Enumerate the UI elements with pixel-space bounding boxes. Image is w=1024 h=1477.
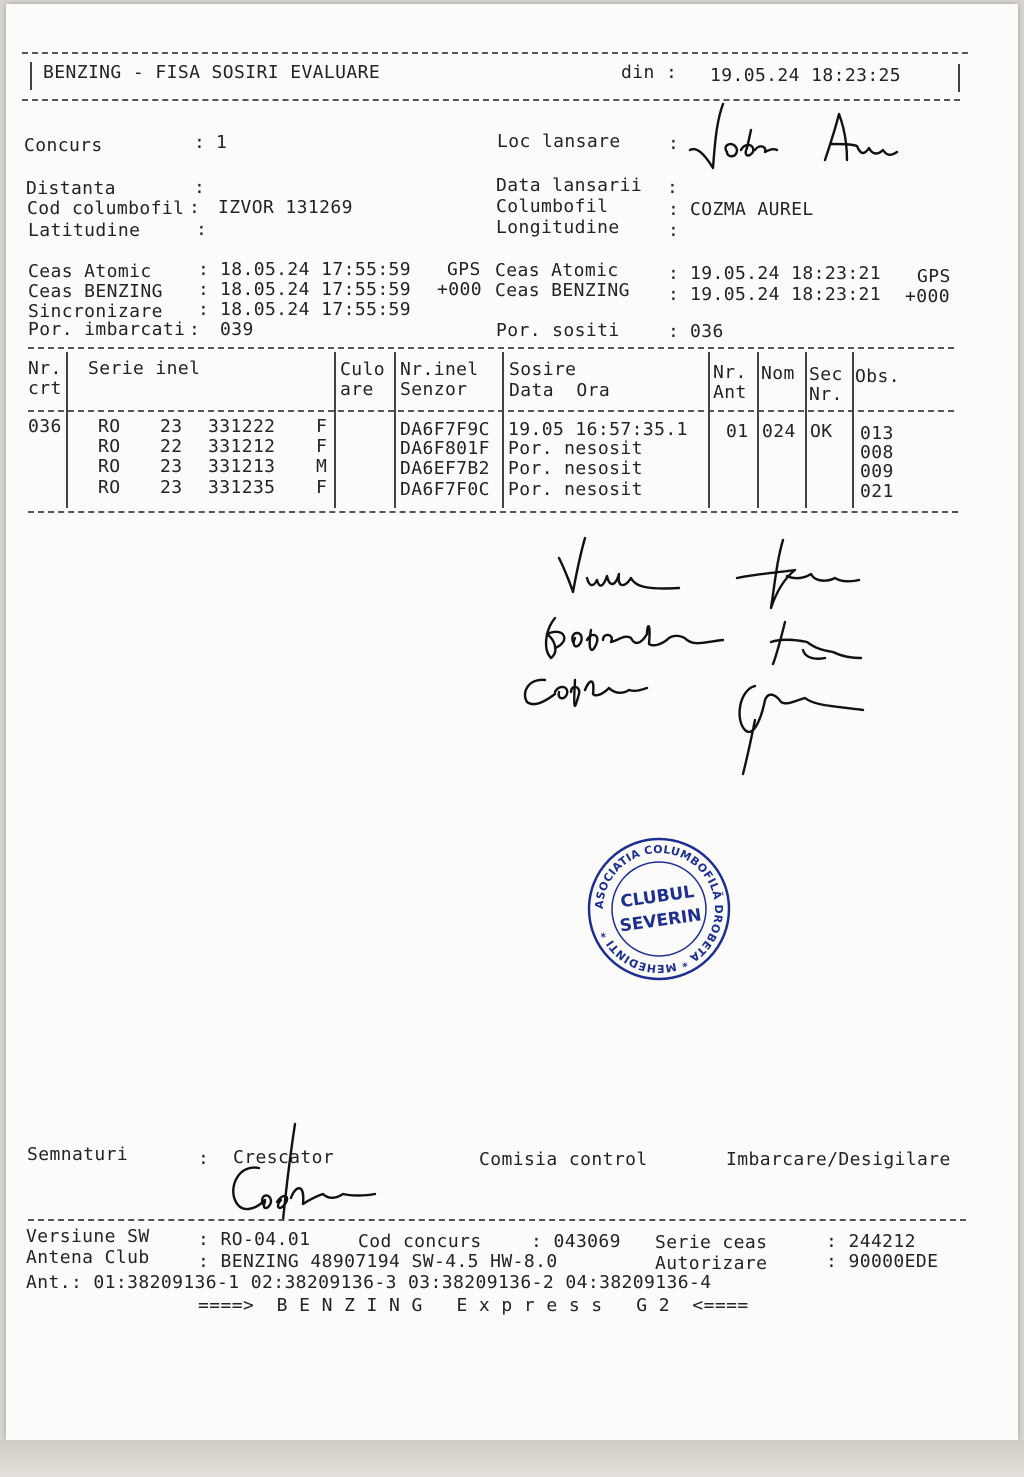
footer-antena-value: : BENZING 48907194 SW-4.5 HW-8.0 [198, 1251, 558, 1272]
info-value-concurs: 1 [216, 132, 228, 153]
cell-sosire: Por. nesosit [508, 479, 643, 500]
clock-left-value-3: 039 [220, 319, 254, 340]
cell-senzor: DA6F7F9C [400, 419, 490, 440]
info-label-latitudine: Latitudine [28, 220, 141, 241]
cell-sosire: Por. nesosit [508, 438, 643, 459]
footer-versiune-value: : RO-04.01 [198, 1229, 311, 1250]
cell-year: 23 [160, 416, 183, 437]
th-sec: Sec [809, 364, 843, 385]
th-serie-inel: Serie inel [88, 358, 201, 379]
info-sep: : [194, 132, 206, 153]
cell-sosire: Por. nesosit [508, 458, 643, 479]
stamp-line2: SEVERIN [618, 905, 703, 937]
document-title: BENZING - FISA SOSIRI EVALUARE [43, 62, 381, 83]
header-left-border [30, 62, 32, 90]
clock-right-label-0: Ceas Atomic [495, 260, 619, 281]
table-bottom-border [28, 511, 958, 513]
clock-left-label-0: Ceas Atomic [28, 261, 152, 282]
cell-ring: 331235 [208, 477, 276, 498]
info-sep: : [196, 219, 208, 240]
th-nom: Nom [761, 363, 795, 384]
th-crt: crt [28, 378, 62, 399]
handwritten-signatures-group [515, 530, 875, 780]
cell-nr: 036 [28, 416, 62, 437]
signature-crescator-label: Crescator [233, 1147, 335, 1168]
clock-right-label-1: Ceas BENZING [495, 280, 630, 301]
clock-left-value-0: 18.05.24 17:55:59 [220, 259, 412, 280]
header-top-border [22, 52, 968, 54]
cell-sex: F [316, 477, 328, 498]
th-nr-inel: Nr.inel [400, 359, 479, 380]
footer-versiune-label: Versiune SW [26, 1226, 150, 1247]
th-obs: Obs. [855, 366, 900, 387]
clock-left-value-2: 18.05.24 17:55:59 [220, 299, 412, 320]
date-label: din : [621, 62, 678, 83]
cell-obs: 013 [860, 423, 894, 444]
table-col-divider [394, 352, 396, 508]
info-sep: : [668, 321, 680, 342]
cell-year: 23 [160, 477, 183, 498]
cell-obs: 009 [860, 461, 894, 482]
cell-sex: F [316, 436, 328, 457]
th-culoare-2: are [340, 379, 374, 400]
info-sep: : [668, 199, 680, 220]
cell-sex: M [316, 456, 328, 477]
footer-autorizare-label: Autorizare [655, 1253, 768, 1274]
signatures-label: Semnaturi [27, 1144, 129, 1165]
cell-obs: 021 [860, 481, 894, 502]
signature-comisia-label: Comisia control [479, 1149, 648, 1170]
table-col-divider [757, 352, 759, 508]
info-label-loc-lansare: Loc lansare [497, 131, 621, 152]
info-label-columbofil: Columbofil [496, 196, 609, 217]
cell-sex: F [316, 416, 328, 437]
table-col-divider [805, 352, 807, 508]
info-label-longitudine: Longitudine [496, 217, 620, 238]
info-sep: : [668, 284, 680, 305]
table-col-divider [66, 352, 68, 508]
clock-right-label-2: Por. sositi [496, 320, 620, 341]
clock-left-label-3: Por. imbarcati [28, 319, 186, 340]
cell-ring: 331213 [208, 456, 276, 477]
info-sep: : [189, 197, 201, 218]
table-top-border [28, 347, 954, 349]
table-col-divider [708, 352, 710, 508]
stamp-outer-ring [589, 839, 729, 979]
cell-ring: 331222 [208, 416, 276, 437]
footer-cod-label: Cod concurs [358, 1231, 482, 1252]
th-nr: Nr. [28, 358, 62, 379]
signatures-sep: : [198, 1148, 210, 1169]
cell-senzor: DA6F801F [400, 438, 490, 459]
info-sep: : [194, 177, 206, 198]
cell-year: 22 [160, 436, 183, 457]
th-culoare: Culo [340, 359, 385, 380]
cell-country: RO [98, 477, 121, 498]
info-sep: : [198, 279, 210, 300]
info-value-cod-columbofil: IZVOR 131269 [218, 197, 353, 218]
footer-cod-value: : 043069 [531, 1231, 621, 1252]
th-sosire: Sosire [509, 359, 577, 380]
footer-antenna-ids: Ant.: 01:38209136-1 02:38209136-3 03:38209136-2 04:38209136-4 [26, 1272, 712, 1293]
info-sep: : [668, 133, 680, 154]
cell-sec: OK [810, 421, 833, 442]
header-right-border [958, 64, 960, 92]
club-stamp [584, 834, 734, 984]
scan-background [0, 1440, 1024, 1477]
clock-right-value-0: 19.05.24 18:23:21 [690, 263, 882, 284]
cell-ant: 01 [726, 421, 749, 442]
cell-obs: 008 [860, 442, 894, 463]
info-sep: : [667, 177, 679, 198]
clock-right-value-2: 036 [690, 321, 724, 342]
info-label-cod-columbofil: Cod columbofil [27, 198, 185, 219]
info-value-columbofil: COZMA AUREL [690, 199, 814, 220]
crescator-signature [225, 1120, 385, 1225]
report-datetime: 19.05.24 18:23:25 [710, 65, 902, 86]
signature-imbarcare-label: Imbarcare/Desigilare [726, 1149, 951, 1170]
th-data-ora: Data Ora [509, 380, 611, 401]
clock-right-suffix-0: GPS [917, 266, 951, 287]
clock-left-label-1: Ceas BENZING [28, 281, 163, 302]
info-sep: : [198, 299, 210, 320]
info-sep: : [189, 319, 201, 340]
th-sec-nr: Nr. [809, 384, 843, 405]
clock-left-value-1: 18.05.24 17:55:59 [220, 279, 412, 300]
info-label-data-lansarii: Data lansarii [496, 175, 643, 196]
table-col-divider [502, 352, 504, 508]
info-sep: : [198, 259, 210, 280]
th-nr-ant: Nr. [713, 362, 747, 383]
cell-year: 23 [160, 456, 183, 477]
cell-country: RO [98, 456, 121, 477]
cell-ring: 331212 [208, 436, 276, 457]
table-col-divider [852, 352, 854, 508]
info-label-concurs: Concurs [24, 135, 103, 156]
table-header-border [28, 410, 954, 412]
footer-top-border [28, 1219, 966, 1221]
footer-serie-value: : 244212 [826, 1231, 916, 1252]
cell-senzor: DA6EF7B2 [400, 458, 490, 479]
cell-sosire: 19.05 16:57:35.1 [508, 419, 688, 440]
info-sep: : [668, 220, 680, 241]
footer-antena-label: Antena Club [26, 1247, 150, 1268]
table-col-divider [334, 352, 336, 508]
footer-banner: ====> B E N Z I N G E x p r e s s G 2 <==== [198, 1295, 749, 1316]
footer-serie-label: Serie ceas [655, 1232, 768, 1253]
th-senzor: Senzor [400, 379, 468, 400]
info-sep: : [668, 263, 680, 284]
clock-left-suffix-1: +000 [437, 279, 482, 300]
cell-country: RO [98, 416, 121, 437]
clock-right-value-1: 19.05.24 18:23:21 [690, 284, 882, 305]
stamp-ring-text-path: ASOCIATIA COLUMBOFILĂ DROBETA * MEHEDINTI * [592, 842, 726, 976]
clock-right-suffix-1: +000 [905, 286, 950, 307]
handwritten-signature [685, 100, 905, 180]
info-label-distanta: Distanta [26, 178, 116, 199]
clock-left-suffix-0: GPS [447, 259, 481, 280]
footer-autorizare-value: : 90000EDE [826, 1251, 939, 1272]
cell-senzor: DA6F7F0C [400, 479, 490, 500]
th-ant: Ant [713, 382, 747, 403]
stamp-line1: CLUBUL [619, 882, 696, 913]
cell-country: RO [98, 436, 121, 457]
cell-nom: 024 [762, 421, 796, 442]
clock-left-label-2: Sincronizare [28, 301, 163, 322]
